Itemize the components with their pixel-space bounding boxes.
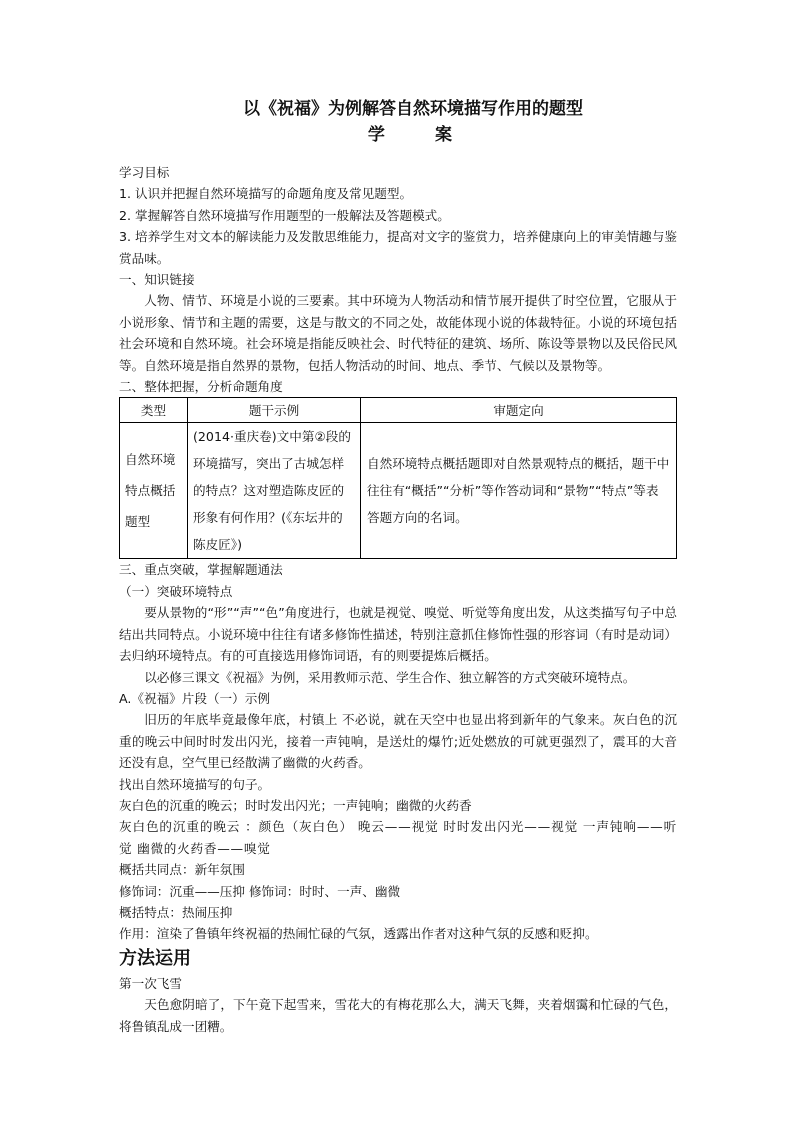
section1-body: 人物、情节、环境是小说的三要素。其中环境为人物活动和情节展开提供了时空位置，它服从于小说形象、情节和主题的需要，这是与散文的不同之处，故能体现小说的体裁特征。小说的环境包括社会环境和自然环境。社会环境是指能反映社会、时代特征的建筑、场所、陈设等景物以及民俗民风等。自然环境是指自然界的景物，包括人物活动的时间、地点、季节、气候以及景物等。: [119, 293, 677, 373]
section1-heading: 一、知识链接: [119, 272, 195, 288]
document-title: 以《祝福》为例解答自然环境描写作用的题型: [243, 99, 583, 119]
document-content: [119, 96, 677, 1037]
summary-feature: 概括特点：热闹压抑: [119, 904, 233, 920]
section3-para1: 要从景物的“形”“声”“色”角度进行，也就是视觉、嗅觉、听觉等角度出发，从这类描写句子中总结出共同特点。小说环境中往往有诸多修饰性描述，特别注意抓住修饰性强的形容词（有时是动词）去归纳环境特点。有的可直接选用修饰词语，有的则要提炼后概括。: [119, 605, 677, 664]
objective-item-3: 3. 培养学生对文本的解读能力及发散思维能力，提高对文字的鉴赏力，培养健康向上的审美情趣与鉴赏品味。: [119, 229, 677, 266]
table-header-type: 类型: [120, 398, 188, 423]
example-label: A.《祝福》片段（一）示例: [119, 690, 270, 706]
sentence-analysis: 灰白色的沉重的晚云 ：颜色（灰白色） 晚云——视觉 时时发出闪光——视觉 一声钝响——听觉 幽微的火药香——嗅觉: [119, 819, 677, 856]
section3-para2: 以必修三课文《祝福》为例，采用教师示范、学生合作、独立解答的方式突破环境特点。: [144, 669, 636, 685]
effect-statement: 作用：渲染了鲁镇年终祝福的热闹忙碌的气氛，透露出作者对这种气氛的反感和贬抑。: [119, 926, 598, 942]
section3-heading: 三、重点突破，掌握解题通法: [119, 562, 283, 578]
objective-item-1: 1. 认识并把握自然环境描写的命题角度及常见题型。: [119, 186, 413, 202]
modifier-words: 修饰词：沉重——压抑 修饰词：时时、一声、幽微: [119, 883, 401, 899]
method-body: 天色愈阴暗了，下午竟下起雪来，雪花大的有梅花那么大，满天飞舞，夹着烟霭和忙碌的气色，将鲁镇乱成一团糟。: [119, 997, 677, 1034]
section2-heading: 二、整体把握，分析命题角度: [119, 379, 283, 395]
table-header-example: 题干示例: [188, 398, 361, 423]
found-sentences: 灰白色的沉重的晚云；时时发出闪光；一声钝响；幽微的火药香: [119, 797, 472, 813]
common-point: 概括共同点：新年氛围: [119, 862, 245, 878]
table-header-direction: 审题定向: [361, 398, 677, 423]
table-row: [120, 423, 677, 559]
method-label: 第一次飞雪: [119, 975, 182, 991]
find-sentences-prompt: 找出自然环境描写的句子。: [119, 776, 271, 792]
document-subtitle: 学 案: [367, 125, 475, 145]
table-cell-example: (2014·重庆卷)文中第②段的环境描写，突出了古城怎样的特点？这对塑造陈皮匠的形象有何作用？(《东坛井的陈皮匠》): [188, 423, 361, 559]
table-header-row: [120, 398, 677, 423]
objective-item-2: 2. 掌握解答自然环境描写作用题型的一般解法及答题模式。: [119, 207, 450, 223]
method-heading: 方法运用: [119, 947, 191, 969]
table-cell-direction: 自然环境特点概括题即对自然景观特点的概括，题干中往往有“概括”“分析”等作答动词和“景物”“特点”等表答题方向的名词。: [361, 423, 677, 559]
analysis-table: [119, 397, 677, 559]
table-cell-type: 自然环境特点概括题型: [120, 423, 188, 559]
objectives-heading: 学习目标: [119, 165, 170, 180]
section3-sub1: （一）突破环境特点: [119, 583, 233, 599]
example-quote: 旧历的年底毕竟最像年底，村镇上 不必说，就在天空中也显出将到新年的气象来。灰白色的沉重的晚云中间时时发出闪光，接着一声钝响，是送灶的爆竹;近处燃放的可就更强烈了，震耳的大音还没有息，空气里已经散满了幽微的火药香。: [119, 712, 677, 771]
